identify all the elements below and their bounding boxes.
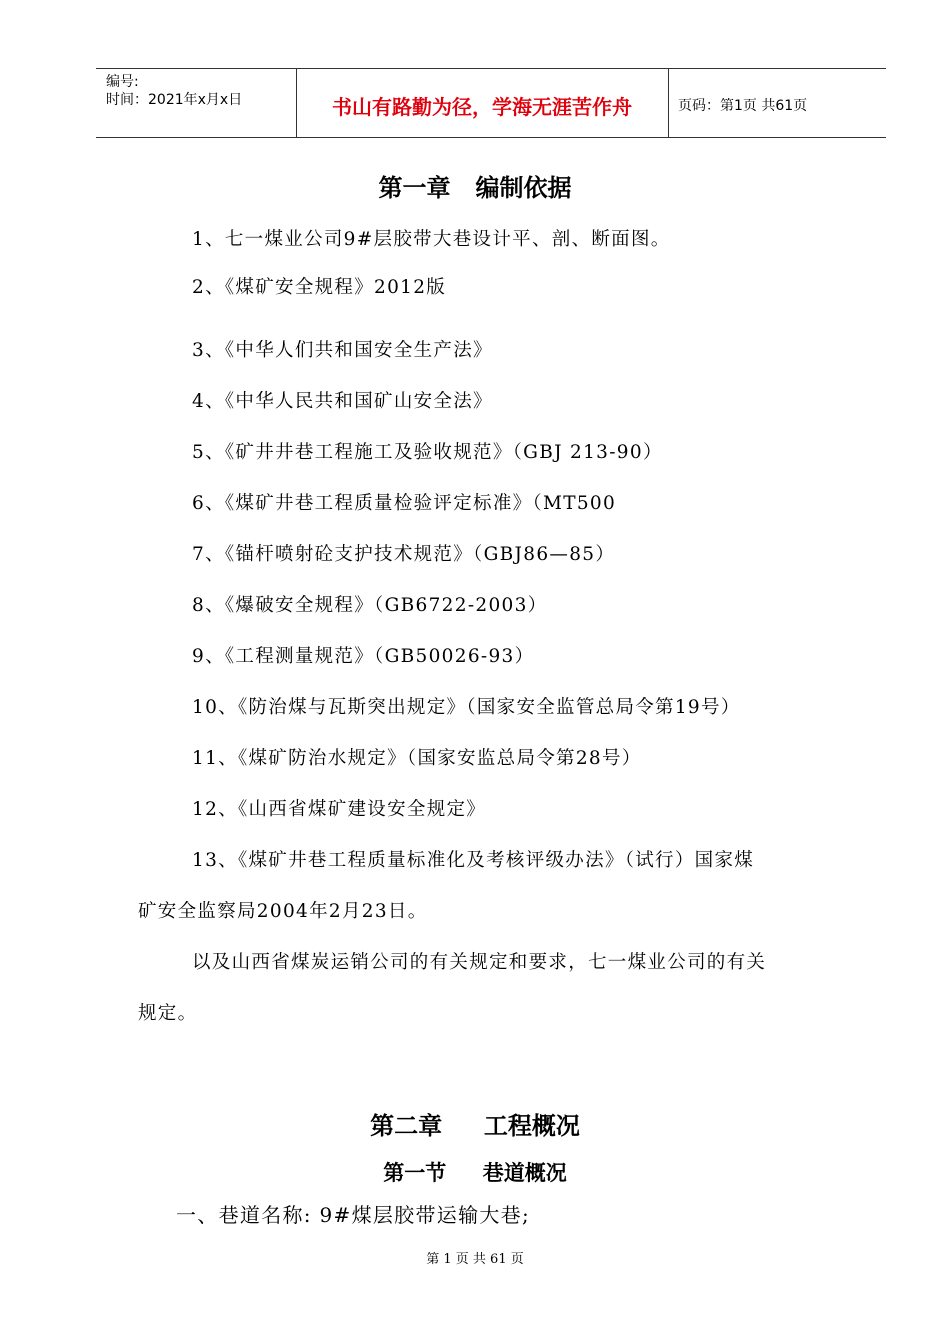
reference-item-2: 2、《煤矿安全规程》2012版: [192, 277, 447, 298]
chapter-1-title: 第一章 编制依据: [378, 174, 572, 202]
header-right-cell: [668, 69, 886, 137]
tunnel-name-item: 一、巷道名称: 9#煤层胶带运输大巷;: [176, 1203, 531, 1227]
reference-item-6: 6、《煤矿井巷工程质量检验评定标准》（MT500: [192, 493, 617, 514]
reference-item-13-continuation: 矿安全监察局2004年2月23日。: [138, 901, 428, 922]
header-left-cell: [96, 69, 297, 137]
closing-paragraph-line-1: 以及山西省煤炭运销公司的有关规定和要求，七一煤业公司的有关: [192, 952, 767, 973]
reference-item-3: 3、《中华人们共和国安全生产法》: [192, 340, 493, 361]
closing-paragraph-line-2: 规定。: [138, 1003, 198, 1024]
header-middle-cell: [296, 69, 669, 137]
reference-item-10: 10、《防治煤与瓦斯突出规定》（国家安全监管总局令第19号）: [192, 697, 741, 718]
reference-item-12: 12、《山西省煤矿建设安全规定》: [192, 799, 487, 820]
reference-item-7: 7、《锚杆喷射砼支护技术规范》（GBJ86—85）: [192, 544, 616, 565]
header-page-info: 页码：第1页 共61页: [678, 98, 808, 114]
document-time-label: 时间：2021年x月x日: [106, 92, 243, 108]
reference-item-13: 13、《煤矿井巷工程质量标准化及考核评级办法》（试行）国家煤: [192, 850, 755, 871]
reference-item-9: 9、《工程测量规范》（GB50026-93）: [192, 646, 535, 667]
reference-item-4: 4、《中华人民共和国矿山安全法》: [192, 391, 493, 412]
reference-item-11: 11、《煤矿防治水规定》（国家安监总局令第28号）: [192, 748, 642, 769]
document-number-label: 编号:: [106, 74, 139, 90]
header-motto: 书山有路勤为径，学海无涯苦作舟: [332, 95, 632, 119]
page-footer: 第 1 页 共 61 页: [426, 1252, 524, 1267]
reference-item-5: 5、《矿井井巷工程施工及验收规范》（GBJ 213-90）: [192, 442, 663, 463]
chapter-2-title: 第二章 工程概况: [370, 1112, 580, 1140]
section-1-title: 第一节 巷道概况: [383, 1161, 567, 1185]
reference-item-1: 1、七一煤业公司9#层胶带大巷设计平、剖、断面图。: [192, 229, 671, 250]
document-header: [96, 68, 886, 138]
reference-item-8: 8、《爆破安全规程》（GB6722-2003）: [192, 595, 548, 616]
